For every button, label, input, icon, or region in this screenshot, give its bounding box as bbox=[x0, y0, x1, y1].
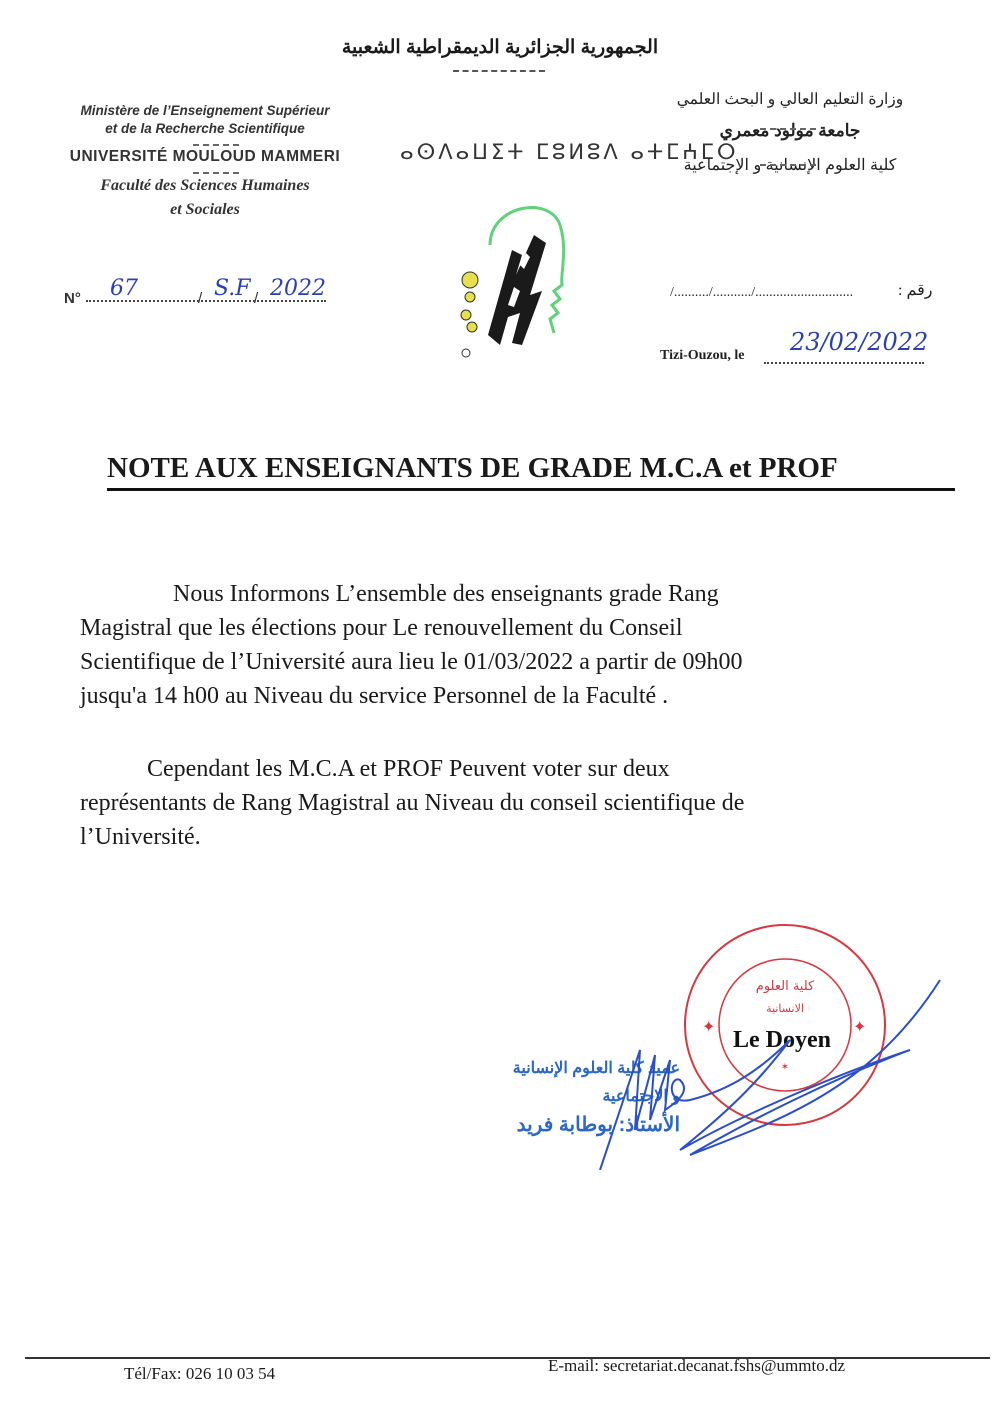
divider bbox=[760, 128, 816, 130]
paragraph-line: Cependant les M.C.A et PROF Peuvent voter sur deux bbox=[147, 756, 670, 782]
french-letterhead bbox=[30, 102, 380, 222]
telfax: Tél/Fax: 026 10 03 54 bbox=[124, 1364, 276, 1383]
date-value: 23/02/2022 bbox=[790, 328, 929, 356]
handwritten-signature-icon bbox=[430, 960, 950, 1170]
paragraph-line: représentants de Rang Magistral au Niveau du conseil scientifique de bbox=[80, 790, 745, 816]
reference-label-ar: رقم : bbox=[898, 282, 933, 299]
svg-text:كلية العلوم: كلية العلوم bbox=[755, 979, 815, 994]
divider bbox=[193, 172, 239, 174]
divider bbox=[193, 144, 239, 146]
ministry-line-1: Ministère de l’Enseignement Supérieur bbox=[80, 103, 330, 118]
reference-number-service: S.F bbox=[214, 276, 251, 301]
ministry-name-ar: وزارة التعليم العالي و البحث العلمي bbox=[676, 91, 904, 108]
svg-text:✦: ✦ bbox=[853, 1019, 867, 1036]
tifinagh-university-name: ⴰⵙⴷⴰⵡⵉⵜ ⵎⵓⵍⵓⴷ ⴰⵜⵎⵄⵎⵔ bbox=[400, 140, 739, 164]
paragraph-2 bbox=[80, 752, 950, 854]
date-field bbox=[764, 362, 924, 364]
signatory-role: Le Doyen bbox=[733, 1027, 831, 1053]
footer-divider bbox=[25, 1357, 990, 1359]
divider bbox=[453, 70, 545, 72]
email-address: E-mail: secretariat.decanat.fshs@ummto.dz bbox=[548, 1356, 845, 1375]
university-logo-icon bbox=[450, 195, 580, 365]
signer-name: الأستاذ: بوطابة فريد bbox=[516, 1114, 680, 1136]
paragraph-line: jusqu'a 14 h00 au Niveau du service Personnel de la Faculté . bbox=[80, 683, 669, 709]
reference-number-label: N° bbox=[64, 290, 81, 307]
svg-text:✶: ✶ bbox=[780, 1062, 790, 1073]
paragraph-line: Magistral que les élections pour Le renouvellement du Conseil bbox=[80, 615, 683, 641]
svg-text:الانسانية: الانسانية bbox=[766, 1002, 804, 1015]
reference-number-value: 67 bbox=[110, 276, 138, 301]
signer-title-line-2: و الاجتماعية bbox=[602, 1088, 680, 1105]
ministry-line-2: et de la Recherche Scientifique bbox=[105, 121, 305, 136]
title-underline bbox=[107, 488, 955, 491]
arabic-letterhead bbox=[640, 90, 940, 175]
university-name-ar: جامعة مولود معمري bbox=[719, 121, 861, 140]
paragraph-1 bbox=[80, 577, 950, 713]
document-title: NOTE AUX ENSEIGNANTS DE GRADE M.C.A et PROF bbox=[107, 452, 838, 484]
faculty-line-1: Faculté des Sciences Humaines bbox=[100, 177, 310, 194]
faculty-name-ar: كلية العلوم الإنسانية و الإجتماعية bbox=[683, 157, 897, 174]
paragraph-line: l’Université. bbox=[80, 824, 201, 850]
place-label: Tizi-Ouzou, le bbox=[660, 348, 745, 363]
faculty-name-fr bbox=[30, 174, 380, 222]
separator: / bbox=[198, 290, 203, 307]
divider bbox=[760, 164, 816, 166]
signer-title-line-1: عميد كلية العلوم الإنسانية bbox=[512, 1060, 680, 1077]
paragraph-line: Nous Informons L’ensemble des enseignants grade Rang bbox=[173, 581, 719, 607]
svg-text:✦: ✦ bbox=[702, 1019, 716, 1036]
reference-blank-ar: /........../.........../............................ bbox=[670, 285, 854, 300]
reference-number-year: 2022 bbox=[270, 276, 326, 301]
faculty-line-2: et Sociales bbox=[170, 201, 240, 218]
ministry-name-fr bbox=[30, 102, 380, 138]
republic-heading: الجمهورية الجزائرية الديمقراطية الشعبية bbox=[341, 37, 659, 58]
separator: / bbox=[254, 290, 259, 307]
paragraph-line: Scientifique de l’Université aura lieu le 01/03/2022 a partir de 09h00 bbox=[80, 649, 743, 675]
university-name-fr: UNIVERSITÉ MOULOUD MAMMERI bbox=[69, 148, 341, 165]
